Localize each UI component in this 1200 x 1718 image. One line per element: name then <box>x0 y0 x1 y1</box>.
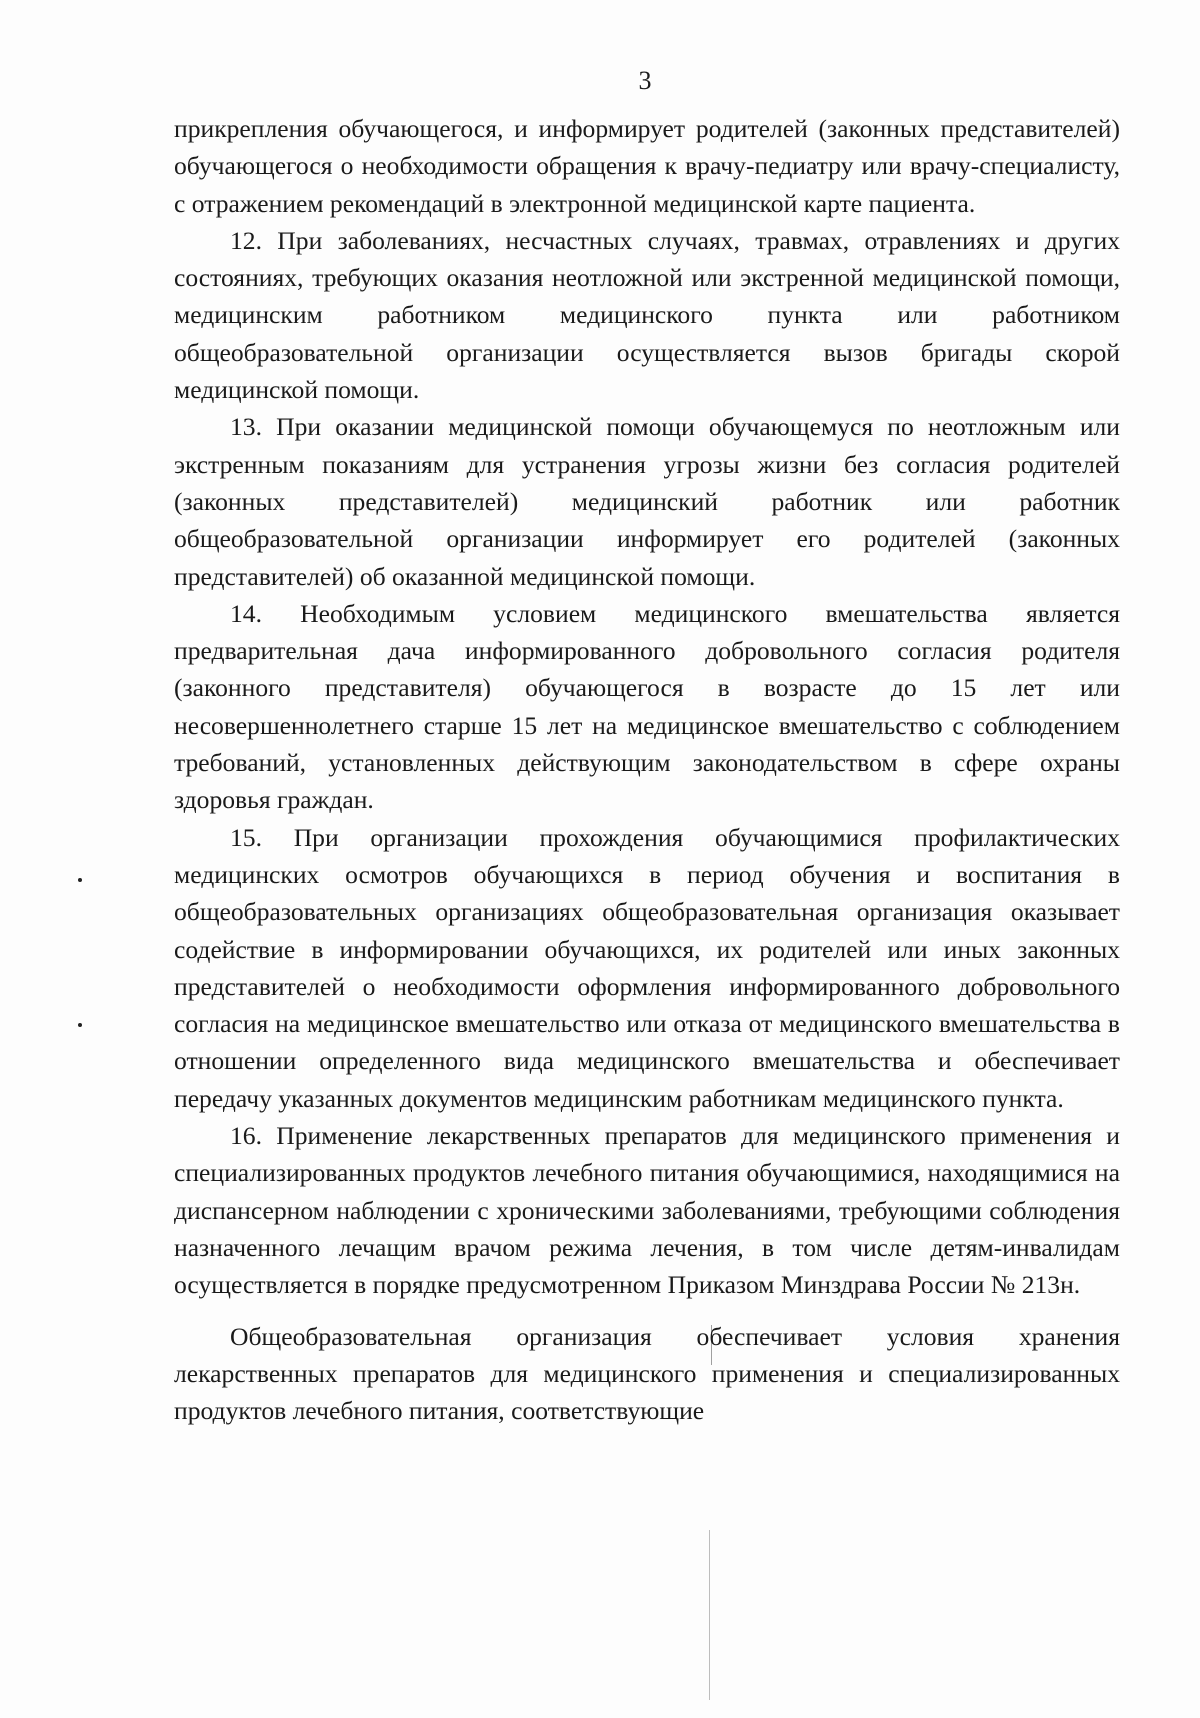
scan-speck <box>78 878 82 882</box>
paragraph-item-12: 12. При заболеваниях, несчастных случаях, травмах, отравлениях и других состояниях, требующих оказания неотложной или экстренной медицинской помощи, медицинским работником медицинского пункта или работником общеобразовательной организации осуществляется вызов бригады скорой медицинской помощи. <box>174 225 1120 405</box>
scan-line <box>709 1530 710 1700</box>
paragraph-item-15: 15. При организации прохождения обучающимися профилактических медицинских осмотров обучающихся в период обучения и воспитания в общеобразовательных организациях общеобразовательная организация оказывает содействие в информировании обучающихся, их родителей или иных законных представителей о необходимости оформления информированного добровольного согласия на медицинское вмешательство или отказа от медицинского вмешательства в отношении определенного вида медицинского вмешательства и обеспечивает передачу указанных документов медицинским работникам медицинского пункта. <box>174 822 1120 1113</box>
page-number: 3 <box>638 66 652 95</box>
paragraph-item-13: 13. При оказании медицинской помощи обучающемуся по неотложным или экстренным показаниям для устранения угрозы жизни без согласия родителей (законных представителей) медицинский работник или работник общеобразовательной организации информирует его родителей (законных представителей) об оказанной медицинской помощи. <box>174 412 1120 591</box>
paragraph-item-14: 14. Необходимым условием медицинского вмешательства является предварительная дача информированного добровольного согласия родителя (законного представителя) обучающегося в возрасте до 15 лет или несовершеннолетнего старше 15 лет на медицинское вмешательство с соблюдением требований, установленных действующим законодательством в сфере охраны здоровья граждан. <box>174 598 1120 815</box>
paragraph-storage-conditions: Общеобразовательная организация обеспечивает условия хранения лекарственных препаратов для медицинского применения и специализированных продуктов лечебного питания, соответствующие <box>174 1321 1120 1426</box>
document-body <box>174 110 1120 1429</box>
paragraph-continuation: прикрепления обучающегося, и информирует родителей (законных представителей) обучающегося о необходимости обращения к врачу-педиатру или врачу-специалисту, с отражением рекомендаций в электронной медицинской карте пациента. <box>174 114 1120 218</box>
scan-speck <box>78 1023 82 1027</box>
paragraph-item-16: 16. Применение лекарственных препаратов для медицинского применения и специализированных продуктов лечебного питания обучающимися, находящимися на диспансерном наблюдении с хроническими заболеваниями, требующими соблюдения назначенного лечащим врачом режима лечения, в том числе детям-инвалидам осуществляется в порядке предусмотренном Приказом Минздрава России № 213н. <box>174 1121 1120 1300</box>
